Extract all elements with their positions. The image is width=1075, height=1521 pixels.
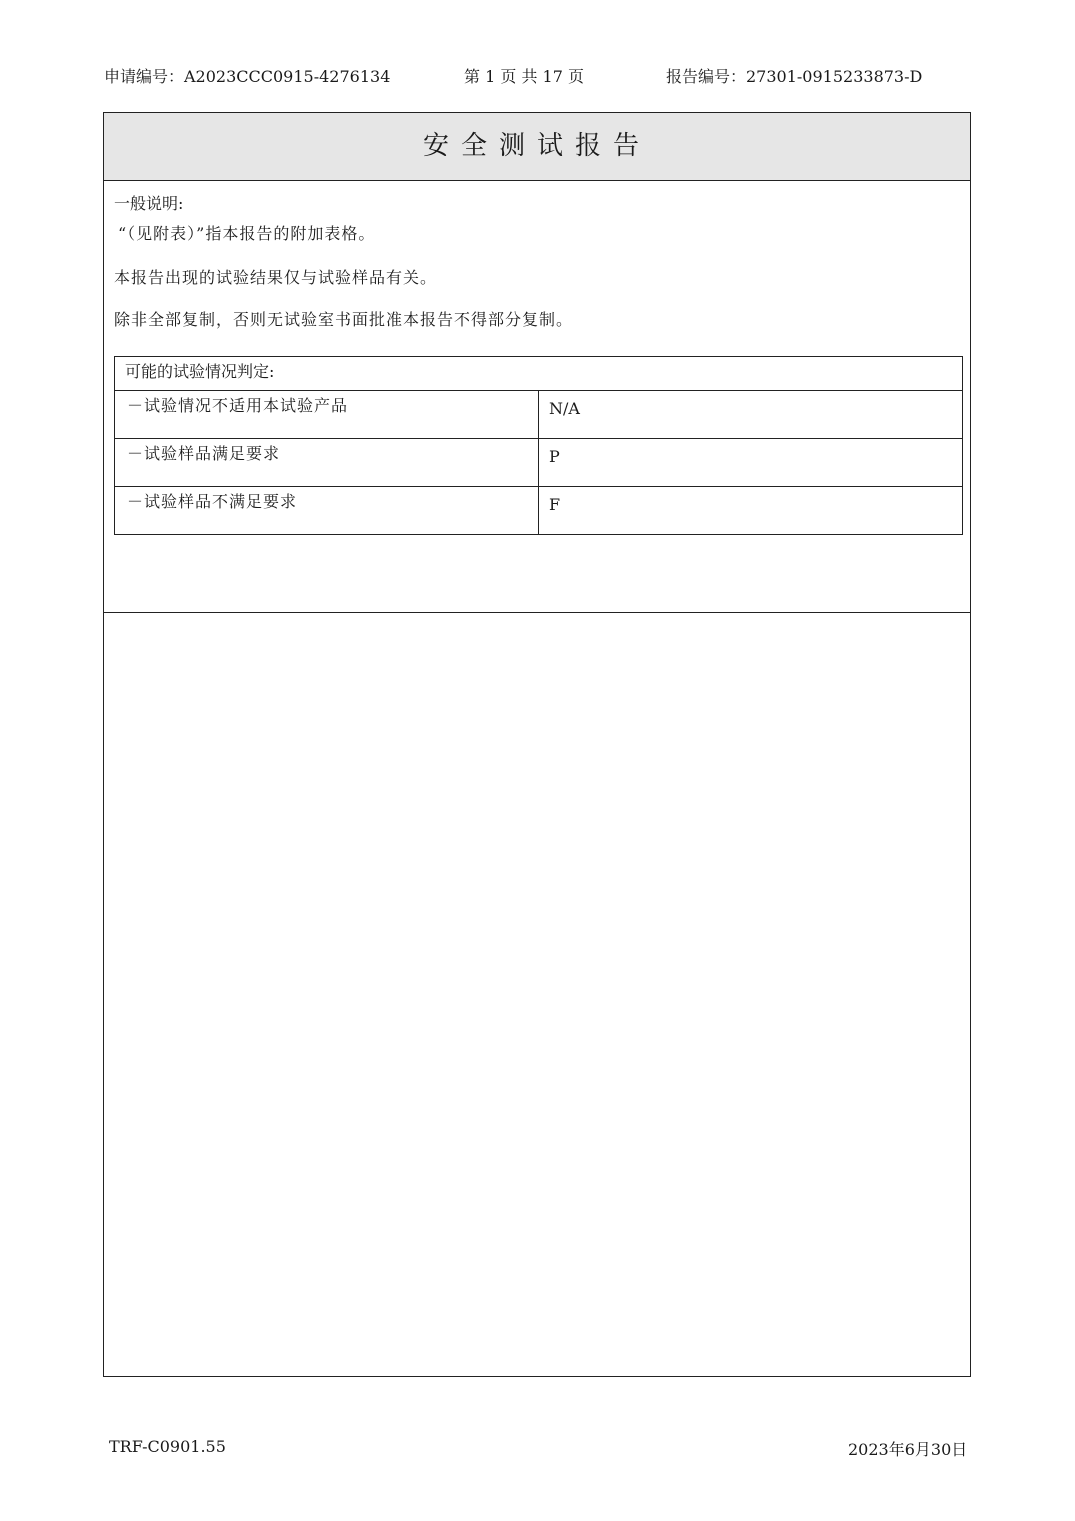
verdict-mark: N/A	[539, 391, 963, 439]
table-row	[115, 391, 963, 439]
table-row	[115, 439, 963, 487]
verdict-table	[114, 356, 963, 535]
verdict-condition: －试验样品不满足要求	[115, 487, 539, 535]
verdict-table-header: 可能的试验情况判定:	[115, 357, 963, 391]
general-note-line: 除非全部复制，否则无试验室书面批准本报告不得部分复制。	[114, 310, 574, 329]
general-note-line: 本报告出现的试验结果仅与试验样品有关。	[114, 268, 438, 287]
verdict-condition: －试验情况不适用本试验产品	[115, 391, 539, 439]
verdict-condition: －试验样品满足要求	[115, 439, 539, 487]
form-code: TRF-C0901.55	[109, 1437, 226, 1456]
page-header	[104, 64, 972, 88]
report-number: 报告编号：27301-0915233873-D	[666, 67, 923, 86]
verdict-mark: F	[539, 487, 963, 535]
application-number: 申请编号：A2023CCC0915-4276134	[104, 67, 391, 86]
verdict-table-header-row	[115, 357, 963, 391]
section-divider	[104, 612, 970, 613]
table-row	[115, 487, 963, 535]
report-title: 安全测试报告	[104, 113, 970, 181]
general-notes-title: 一般说明:	[114, 194, 184, 213]
page-indicator: 第 1 页 共 17 页	[464, 67, 584, 86]
general-note-line: “（见附表）”指本报告的附加表格。	[118, 224, 376, 243]
footer-date: 2023年6月30日	[848, 1440, 968, 1459]
verdict-mark: P	[539, 439, 963, 487]
report-frame	[103, 112, 971, 1377]
